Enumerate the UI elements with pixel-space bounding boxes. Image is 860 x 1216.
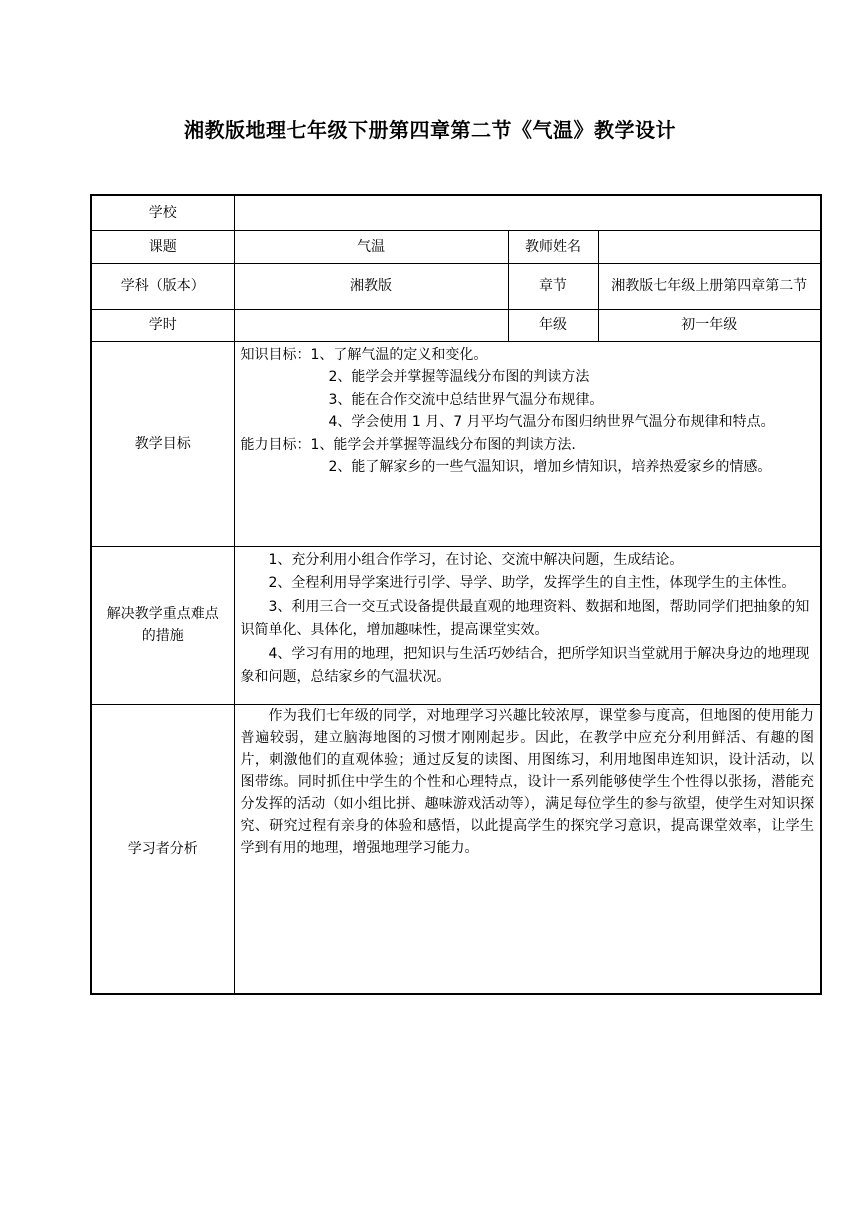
teacher-value: [598, 230, 821, 263]
row-measures: [91, 546, 821, 704]
grade-value: 初一年级: [598, 309, 821, 341]
topic-value: 气温: [234, 230, 508, 263]
objective-item: 能力目标：1、能学会并掌握等温线分布图的判读方法.: [240, 436, 576, 453]
objectives-label: 教学目标: [91, 341, 234, 546]
grade-label: 年级: [508, 309, 598, 341]
chapter-value: 湘教版七年级上册第四章第二节: [598, 263, 821, 309]
measure-item: 1、充分利用小组合作学习，在讨论、交流中解决问题，生成结论。: [268, 551, 684, 568]
row-subject: [91, 263, 821, 309]
hours-label: 学时: [91, 309, 234, 341]
row-hours: [91, 309, 821, 341]
row-topic: [91, 230, 821, 263]
row-objectives: [91, 341, 821, 546]
chapter-label: 章节: [508, 263, 598, 309]
objective-item: 3、能在合作交流中总结世界气温分布规律。: [328, 391, 604, 408]
hours-value: [234, 309, 508, 341]
subject-label: 学科（版本）: [91, 263, 234, 309]
objective-item: 4、学会使用 1 月、7 月平均气温分布图归纳世界气温分布规律和特点。: [328, 414, 775, 430]
school-value: [234, 195, 821, 230]
row-school: [91, 195, 821, 230]
objective-item: 知识目标：1、了解气温的定义和变化。: [240, 346, 488, 363]
measure-item: 2、全程利用导学案进行引学、导学、助学，发挥学生的自主性，体现学生的主体性。: [268, 575, 796, 591]
school-label: 学校: [91, 195, 234, 230]
topic-label: 课题: [91, 230, 234, 263]
measures-cell: [234, 546, 821, 704]
subject-value: 湘教版: [234, 263, 508, 309]
objective-item: 2、能了解家乡的一些气温知识，增加乡情知识，培养热爱家乡的情感。: [328, 459, 772, 475]
page-title: 湘教版地理七年级下册第四章第二节《气温》教学设计: [184, 118, 676, 142]
lesson-plan-table: [90, 194, 822, 995]
learner-label: 学习者分析: [91, 704, 234, 994]
row-learner: [91, 704, 821, 994]
objective-item: 2、能学会并掌握等温线分布图的判读方法: [328, 369, 590, 385]
measure-item: 4、学习有用的地理，把知识与生活巧妙结合，把所学知识当堂就用于解决身边的地理现象和问题，总结家乡的气温状况。: [240, 645, 810, 685]
measures-label: 解决教学重点难点的措施: [91, 546, 234, 704]
teacher-label: 教师姓名: [508, 230, 598, 263]
measure-item: 3、利用三合一交互式设备提供最直观的地理资料、数据和地图，帮助同学们把抽象的知识简单化、具体化，增加趣味性，提高课堂实效。: [240, 598, 810, 638]
objectives-cell: [234, 341, 821, 546]
learner-analysis-text: 作为我们七年级的同学，对地理学习兴趣比较浓厚，课堂参与度高，但地图的使用能力普遍较弱，建立脑海地图的习惯才刚刚起步。因此，在教学中应充分利用鲜活、有趣的图片，刺激他们的直观体验；通过反复的读图、用图练习，利用地图串连知识，设计活动，以图带练。同时抓住中学生的个性和心理特点，设计一系列能够使学生个性得以张扬，潜能充分发挥的活动（如小组比拼、趣味游戏活动等），满足每位学生的参与欲望，使学生对知识探究、研究过程有亲身的体验和感悟，以此提高学生的探究学习意识，提高课堂效率，让学生学到有用的地理，增强地理学习能力。: [234, 704, 821, 994]
